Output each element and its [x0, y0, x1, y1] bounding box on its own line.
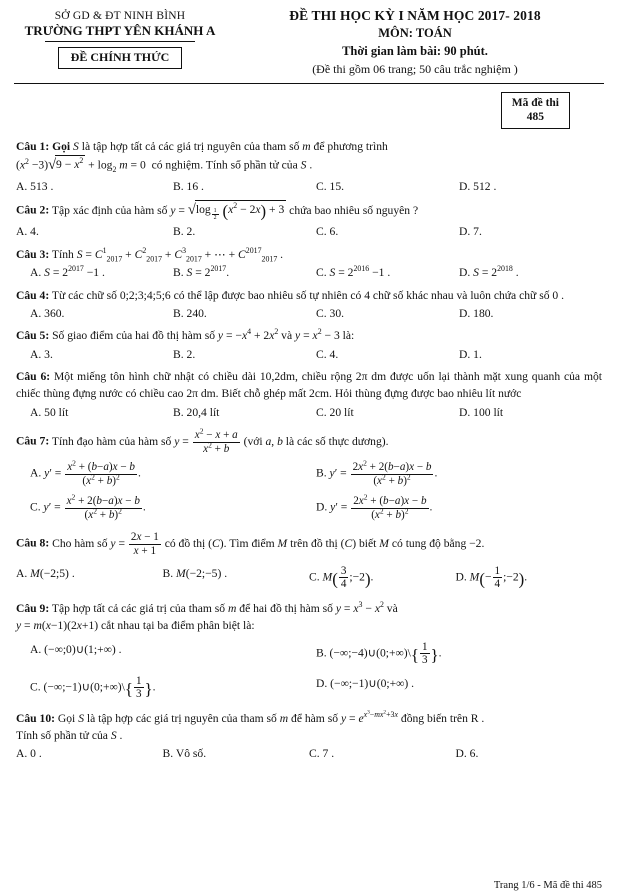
answer-d[interactable]: D. M(− $\frac{1}{4}$ ;−2).: [455, 565, 528, 591]
school-name: TRƯỜNG THPT YÊN KHÁNH A: [24, 23, 216, 38]
answer-a[interactable]: A. $S = 2^{2017} -1$ .: [30, 264, 105, 280]
question-6-answers: [16, 404, 602, 421]
answer-c[interactable]: C. $S = 2^{2016} -1$ .: [316, 264, 391, 280]
exam-duration: Thời gian làm bài: 90 phút.: [342, 44, 488, 58]
question-3-answers: [16, 264, 602, 281]
question-4-text: Từ các chữ số 0;2;3;4;5;6 có thể lập được bao nhiêu số tự nhiên có 4 chữ số khác nhau và luôn chứa chữ số 0 .: [51, 288, 565, 302]
answer-b[interactable]: B. 2.: [173, 347, 196, 361]
answer-c[interactable]: C. 6.: [316, 225, 339, 239]
answer-d[interactable]: D. 1.: [459, 347, 482, 361]
question-1-text: Gọi S là tập hợp tất cả các giá trị nguyên của tham số m để phương trình: [52, 139, 388, 153]
answer-c[interactable]: C. 7 .: [309, 747, 335, 761]
question-4-answers: [16, 305, 602, 322]
question-5-text: Số giao điểm của hai đồ thị hàm số $y = -x^4 + 2x^2$ và $y = x^2 - 3$ là:: [52, 327, 355, 343]
question-10-continued: Tính số phần tử của S .: [16, 728, 123, 742]
official-exam-badge: ĐỀ CHÍNH THỨC: [58, 47, 183, 69]
answer-b[interactable]: B. Vô số.: [162, 747, 207, 761]
question-10-answers: [16, 745, 602, 762]
answer-a[interactable]: A. 50 lít: [30, 405, 69, 419]
answer-d[interactable]: D. $S = 2^{2018}$ .: [459, 264, 519, 280]
question-1: [16, 138, 602, 196]
question-8-answers: [16, 565, 602, 591]
questions-container: [0, 129, 618, 763]
question-6: [16, 368, 602, 421]
question-7-number: Câu 7:: [16, 434, 50, 448]
answer-b[interactable]: B. M(−2;−5) .: [162, 567, 228, 580]
answer-d[interactable]: D. 512 .: [459, 180, 497, 194]
question-1-formula: $(x^2 -3)√9 - x^2 + \log_2 m = 0$ có nghiệm. Tính số phần tử của S .: [16, 156, 313, 175]
answer-c[interactable]: C. M( $\frac{3}{4}$ ;−2).: [309, 565, 374, 591]
question-4: [16, 287, 602, 323]
exam-note: (Đề thi gồm 06 trang; 50 câu trắc nghiệm ): [312, 62, 518, 76]
question-3: [16, 246, 602, 282]
answer-b[interactable]: B. 2.: [173, 225, 196, 239]
answer-b[interactable]: B. 240.: [173, 306, 207, 320]
question-1-answers: [16, 178, 602, 195]
answer-a[interactable]: A. y′ = $\frac{x^2 + (b-a)x - b}{(x^2 + b)^2}$ .: [30, 458, 141, 487]
answer-c[interactable]: C. (−∞;−1)∪(0;+∞)\{ $\frac{1}{3}$ }.: [30, 674, 156, 701]
question-7-answers-row2: [16, 492, 602, 521]
question-9-formula: y = m(x−1)(2x+1) cắt nhau tại ba điểm phân biệt là:: [16, 619, 255, 633]
department-name: SỞ GD & ĐT NINH BÌNH: [54, 10, 186, 22]
answer-b[interactable]: B. y′ = $\frac{2x^2 + 2(b-a)x - b}{(x^2 + b)^2}$ .: [316, 458, 438, 487]
answer-c[interactable]: C. y′ = $\frac{x^2 + 2(b-a)x - b}{(x^2 + b)^2}$ .: [30, 492, 146, 521]
exam-code-wrap: [0, 92, 618, 129]
exam-subject: MÔN: TOÁN: [378, 26, 452, 40]
question-9: [16, 600, 602, 701]
question-8: [16, 531, 602, 591]
answer-d[interactable]: D. 6.: [455, 747, 479, 761]
answer-c[interactable]: C. 15.: [316, 180, 345, 194]
header-rule: [14, 83, 604, 84]
answer-a[interactable]: A. 3.: [30, 347, 53, 361]
question-9-answers-row1: [16, 641, 602, 667]
answer-a[interactable]: A. (−∞;0)∪(1;+∞) .: [30, 642, 122, 656]
answer-d[interactable]: D. y′ = $\frac{2x^2 + (b-a)x - b}{(x^2 + b)^2}$ .: [316, 492, 433, 521]
question-8-text: Cho hàm số y = $\frac{2x - 1}{x + 1}$ có đồ thị (C). Tìm điểm M trên đồ thị (C) biết M có tung độ bằng −2.: [52, 531, 485, 557]
answer-a[interactable]: A. M(−2;5) .: [16, 567, 75, 580]
question-2-answers: [16, 223, 602, 240]
question-10-text: Gọi S là tập hợp các giá trị nguyên của tham số m để hàm số $y = e^{x^3-mx^2+3x}$ đồng biến trên R .: [57, 709, 485, 725]
question-5: [16, 327, 602, 363]
question-10: [16, 710, 602, 763]
exam-info-block: [226, 6, 604, 77]
answer-d[interactable]: D. 7.: [459, 225, 482, 239]
answer-c[interactable]: C. 20 lít: [316, 405, 354, 419]
exam-title: ĐỀ THI HỌC KỲ I NĂM HỌC 2017- 2018: [289, 8, 541, 23]
question-2-number: Câu 2:: [16, 204, 50, 218]
question-2-text: Tập xác định của hàm số y = √log $_{\frac{1}{2}}$ $(x^2 - 2x) + 3$ chứa bao nhiêu số nguyên ?: [51, 201, 419, 222]
question-1-number: Câu 1:: [16, 139, 50, 153]
answer-c[interactable]: C. 4.: [316, 347, 339, 361]
question-7-answers-row1: [16, 458, 602, 487]
exam-code-value: 485: [526, 111, 544, 124]
question-9-text: Tập hợp tất cả các giá trị của tham số m để hai đồ thị hàm số $y = x^3 - x^2$ và: [51, 600, 398, 615]
question-3-text: Tính $S = C^1_{2017} + C^2_{2017} + C^3_{2017}$ + ⋯ + $C^{2017}_{2017}$ .: [51, 245, 284, 264]
answer-c[interactable]: C. 30.: [316, 306, 345, 320]
question-9-number: Câu 9:: [16, 601, 50, 615]
answer-d[interactable]: D. (−∞;−1)∪(0;+∞) .: [316, 676, 415, 690]
question-10-number: Câu 10:: [16, 711, 55, 725]
question-2: [16, 200, 602, 240]
question-4-number: Câu 4:: [16, 288, 50, 302]
answer-a[interactable]: A. 4.: [16, 225, 39, 239]
page-footer: Trang 1/6 - Mã đề thi 485: [493, 880, 602, 891]
answer-b[interactable]: B. (−∞;−4)∪(0;+∞)\{ $\frac{1}{3}$ }.: [316, 640, 442, 667]
answer-b[interactable]: B. $S = 2^{2017}$.: [173, 264, 230, 280]
answer-a[interactable]: A. 360.: [30, 306, 65, 320]
question-8-number: Câu 8:: [16, 536, 50, 550]
answer-b[interactable]: B. 20,4 lít: [173, 405, 220, 419]
answer-a[interactable]: A. 513 .: [16, 180, 54, 194]
answer-b[interactable]: B. 16 .: [173, 180, 204, 194]
question-5-number: Câu 5:: [16, 329, 50, 343]
question-7-text: Tính đạo hàm của hàm số y = $\frac{x^2 - x + a}{x^2 + b}$ (với a, b là các số thực dương).: [51, 426, 389, 455]
header-divider: [45, 41, 195, 42]
question-6-text: Một miếng tôn hình chữ nhật có chiều dài 10,2dm, chiều rộng 2π dm được uốn lại thành mặt xung quanh của một chiếc thùng đựng nước có chiều cao 2π dm. Biết chỗ ghép mất 2cm. Hỏi thùng đựng được bao nhiêu lít nước: [16, 370, 602, 401]
exam-code-label: Mã đề thi: [511, 97, 559, 109]
answer-a[interactable]: A. 0 .: [16, 747, 42, 761]
document-header: [0, 0, 618, 77]
question-5-answers: [16, 346, 602, 363]
answer-d[interactable]: D. 180.: [459, 306, 494, 320]
question-3-number: Câu 3:: [16, 247, 50, 261]
question-6-number: Câu 6:: [16, 370, 51, 384]
exam-code-box: [501, 92, 570, 129]
question-9-answers-row2: [16, 675, 602, 701]
school-block: [14, 6, 226, 77]
answer-d[interactable]: D. 100 lít: [459, 405, 504, 419]
question-7: [16, 426, 602, 521]
